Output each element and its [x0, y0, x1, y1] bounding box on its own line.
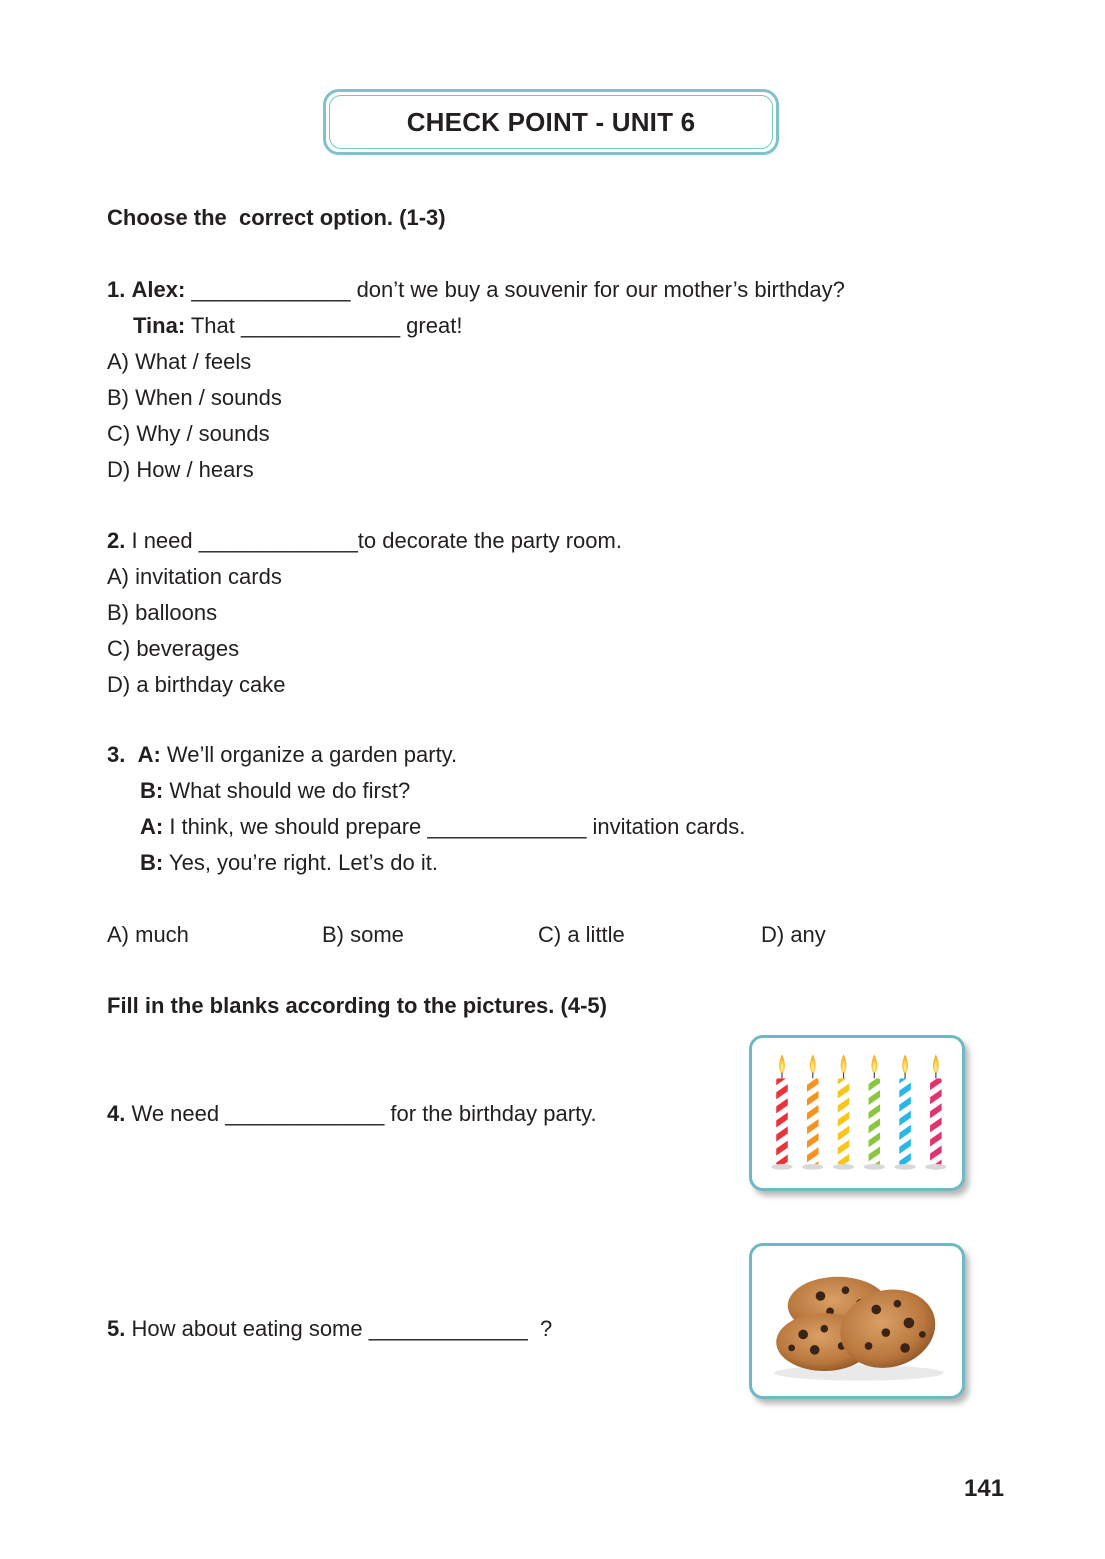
q1-option-c[interactable]: C) Why / sounds — [107, 421, 270, 446]
q3-speaker: B: — [140, 778, 164, 803]
candles-picture — [749, 1035, 965, 1191]
q3-line3 — [140, 814, 745, 840]
q2-option-b[interactable]: B) balloons — [107, 600, 218, 625]
q3-dialogue-text: What should we do first? — [163, 778, 411, 803]
candle-yellow — [833, 1054, 854, 1169]
q2-option-c[interactable]: C) beverages — [107, 636, 240, 661]
q3-option-c[interactable]: C) a little — [538, 922, 625, 947]
q1-option-d[interactable]: D) How / hears — [107, 457, 254, 482]
q5-text: How about eating some _____________ ? — [125, 1316, 553, 1341]
q1-speaker-tina: Tina: — [133, 313, 186, 338]
q3-dialogue-text: We’ll organize a garden party. — [160, 742, 458, 767]
q3-number: 3. — [107, 742, 126, 767]
q1-text2: That _____________ great! — [185, 313, 463, 338]
q3-dialogue-text: I think, we should prepare _____________ invitation cards. — [163, 814, 746, 839]
candle-pink — [925, 1054, 946, 1169]
q3-option-d[interactable]: D) any — [761, 922, 826, 947]
q2-text: I need _____________to decorate the party room. — [125, 528, 622, 553]
q4-number: 4. — [107, 1101, 126, 1126]
q1-speaker-alex: Alex: — [131, 277, 186, 302]
section1-instruction: Choose the correct option. (1-3) — [107, 205, 446, 230]
page-title: CHECK POINT - UNIT 6 — [406, 106, 696, 137]
candle-blue — [895, 1054, 916, 1169]
q3-line2 — [140, 778, 410, 804]
cookies-picture — [749, 1243, 965, 1399]
q5-question — [107, 1316, 552, 1342]
q3-speaker: B: — [140, 850, 164, 875]
q1-option-a[interactable]: A) What / feels — [107, 349, 252, 374]
q1-line2 — [133, 313, 462, 339]
q1-text1: _____________ don’t we buy a souvenir for our mother’s birthday? — [185, 277, 845, 302]
q3-speaker: A: — [137, 742, 161, 767]
q1-option-b[interactable]: B) When / sounds — [107, 385, 282, 410]
q4-text: We need _____________ for the birthday party. — [125, 1101, 597, 1126]
q4-question — [107, 1101, 597, 1127]
q3-line4 — [140, 850, 438, 876]
title-box — [323, 89, 779, 155]
q3-option-b[interactable]: B) some — [322, 922, 404, 947]
chocolate-chip-cookies-illustration — [752, 1246, 962, 1396]
candle-orange — [802, 1054, 823, 1169]
page-number: 141 — [964, 1475, 1005, 1502]
q1-number: 1. — [107, 277, 126, 302]
q2-question — [107, 528, 622, 554]
candle-red — [771, 1054, 792, 1169]
q3-line1 — [107, 742, 457, 768]
q3-option-a[interactable]: A) much — [107, 922, 189, 947]
section2-instruction: Fill in the blanks according to the pictures. (4-5) — [107, 993, 607, 1018]
q5-number: 5. — [107, 1316, 126, 1341]
q1-line1 — [107, 277, 845, 303]
q3-speaker: A: — [140, 814, 164, 839]
q2-option-d[interactable]: D) a birthday cake — [107, 672, 286, 697]
q2-number: 2. — [107, 528, 126, 553]
candle-green — [864, 1054, 885, 1169]
q3-dialogue-text: Yes, you’re right. Let’s do it. — [163, 850, 438, 875]
birthday-candles-illustration — [752, 1038, 962, 1188]
q2-option-a[interactable]: A) invitation cards — [107, 564, 282, 589]
